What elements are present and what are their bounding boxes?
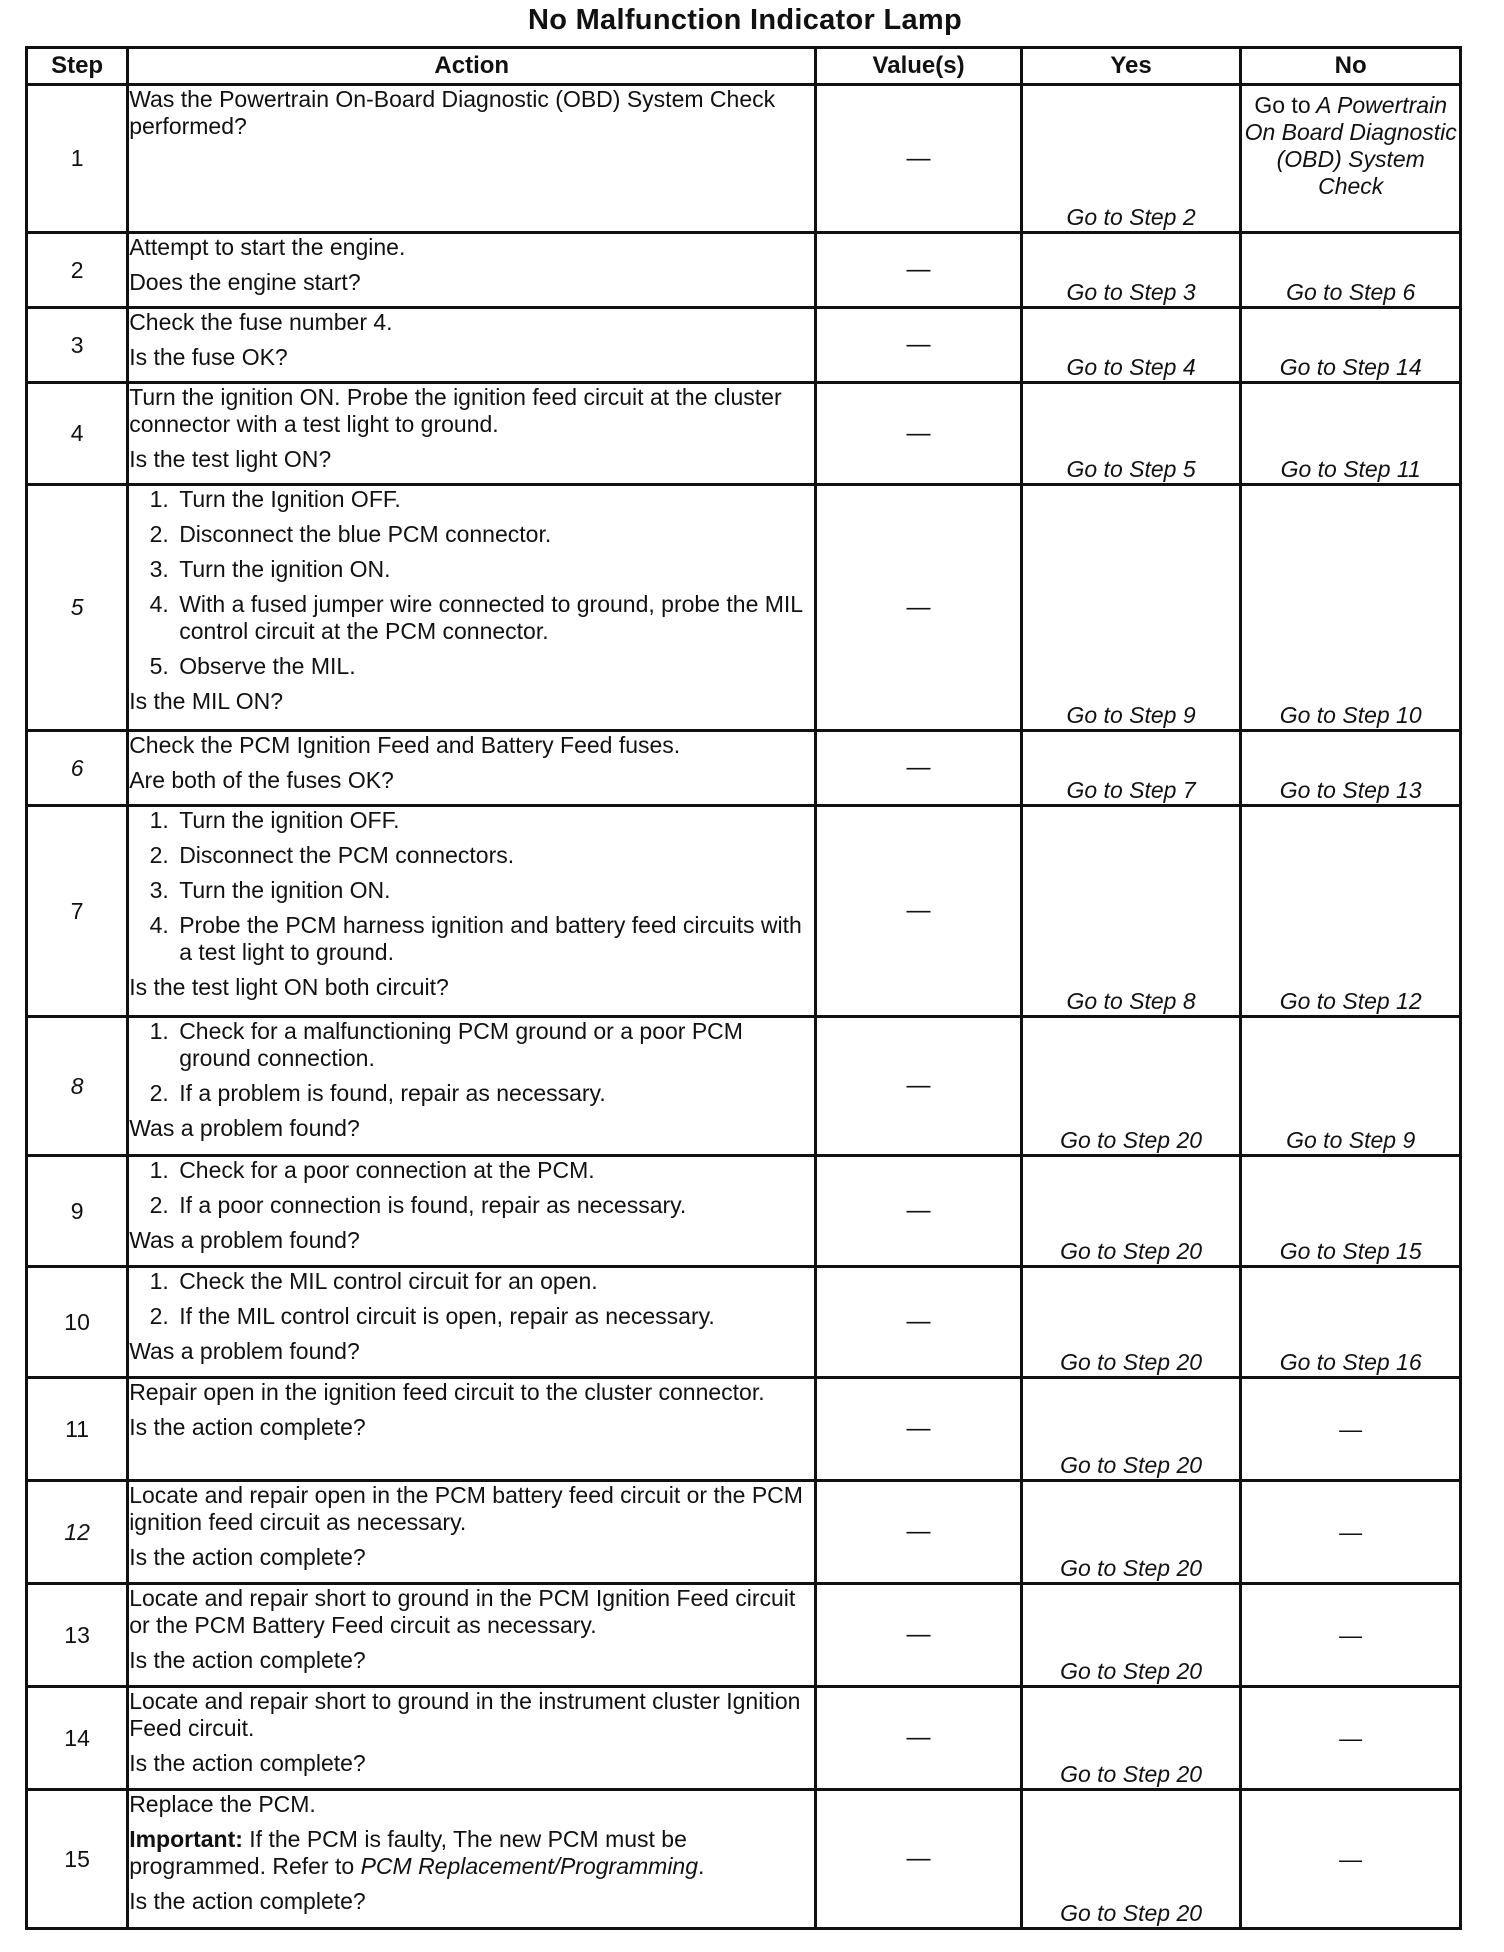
step-number: 2: [27, 233, 128, 308]
action-cell: [128, 85, 816, 233]
action-cell: [128, 1481, 816, 1584]
action-cell: [128, 1687, 816, 1790]
no-cell: Go to Step 13: [1241, 731, 1461, 806]
header-step: Step: [27, 48, 128, 85]
action-question: Is the test light ON?: [129, 446, 332, 472]
action-question: Are both of the fuses OK?: [129, 767, 394, 793]
list-item: 4. With a fused jumper wire connected to ground, probe the MIL control circuit at the PCM connector.: [175, 591, 814, 645]
no-cell: —: [1241, 1481, 1461, 1584]
table-row: [27, 1481, 1461, 1584]
step-number: 8: [27, 1017, 128, 1156]
value-cell: —: [816, 1267, 1021, 1378]
step-number: 6: [27, 731, 128, 806]
header-values: Value(s): [816, 48, 1021, 85]
yes-cell: Go to Step 3: [1021, 233, 1241, 308]
table-row: [27, 308, 1461, 383]
action-cell: [128, 1017, 816, 1156]
action-intro: Locate and repair open in the PCM battery feed circuit or the PCM ignition feed circuit as necessary.: [129, 1482, 803, 1535]
list-item: 1. Turn the ignition OFF.: [175, 807, 814, 834]
yes-cell: Go to Step 20: [1021, 1481, 1241, 1584]
list-item: 2. If a problem is found, repair as necessary.: [175, 1080, 814, 1107]
step-number: 4: [27, 383, 128, 485]
value-cell: —: [816, 806, 1021, 1017]
no-cell: Go to Step 15: [1241, 1156, 1461, 1267]
action-intro: Check the PCM Ignition Feed and Battery Feed fuses.: [129, 732, 681, 758]
step-number: 13: [27, 1584, 128, 1687]
table-row: [27, 1378, 1461, 1481]
no-cell: [1241, 85, 1461, 233]
action-question: Was a problem found?: [129, 1338, 360, 1364]
important-label: Important:: [129, 1826, 243, 1852]
action-question: Is the action complete?: [129, 1544, 366, 1570]
step-number: 9: [27, 1156, 128, 1267]
action-intro: Turn the ignition ON. Probe the ignition feed circuit at the cluster connector with a test light to ground.: [129, 384, 782, 437]
list-item: 1. Check for a poor connection at the PCM.: [175, 1157, 814, 1184]
action-question: Is the MIL ON?: [129, 688, 283, 714]
value-cell: —: [816, 233, 1021, 308]
list-item: 1. Check for a malfunctioning PCM ground or a poor PCM ground connection.: [175, 1018, 814, 1072]
list-item: 4. Probe the PCM harness ignition and battery feed circuits with a test light to ground.: [175, 912, 814, 966]
action-cell: [128, 806, 816, 1017]
table-row: [27, 383, 1461, 485]
value-cell: —: [816, 1687, 1021, 1790]
header-row: [27, 48, 1461, 85]
action-cell: [128, 1584, 816, 1687]
action-steps-list: [129, 486, 814, 680]
no-prefix: Go to: [1254, 92, 1311, 118]
value-cell: —: [816, 383, 1021, 485]
no-cell: Go to Step 11: [1241, 383, 1461, 485]
value-cell: —: [816, 308, 1021, 383]
action-cell: [128, 383, 816, 485]
header-no: No: [1241, 48, 1461, 85]
step-number: 12: [27, 1481, 128, 1584]
value-cell: —: [816, 1017, 1021, 1156]
action-intro: Locate and repair short to ground in the PCM Ignition Feed circuit or the PCM Battery Feed circuit as necessary.: [129, 1585, 796, 1638]
action-steps-list: [129, 1018, 814, 1107]
step-number: 11: [27, 1378, 128, 1481]
value-cell: —: [816, 1156, 1021, 1267]
list-item: 2. Disconnect the PCM connectors.: [175, 842, 814, 869]
step-number: 7: [27, 806, 128, 1017]
action-intro: Check the fuse number 4.: [129, 309, 393, 335]
action-question: Is the test light ON both circuit?: [129, 974, 449, 1000]
important-text: If the PCM is faulty, The new PCM must be programmed. Refer to: [129, 1826, 687, 1879]
table-row: [27, 233, 1461, 308]
yes-cell: Go to Step 7: [1021, 731, 1241, 806]
action-steps-list: [129, 1268, 814, 1330]
table-row: [27, 485, 1461, 731]
yes-cell: Go to Step 20: [1021, 1378, 1241, 1481]
no-cell: —: [1241, 1687, 1461, 1790]
action-question: Was a problem found?: [129, 1115, 360, 1141]
important-end: .: [698, 1853, 705, 1879]
yes-cell: Go to Step 20: [1021, 1267, 1241, 1378]
action-intro: Attempt to start the engine.: [129, 234, 406, 260]
action-cell: [128, 1156, 816, 1267]
action-question: Is the fuse OK?: [129, 344, 288, 370]
action-question: Is the action complete?: [129, 1414, 366, 1440]
action-intro: Replace the PCM.: [129, 1791, 316, 1817]
yes-cell: Go to Step 20: [1021, 1017, 1241, 1156]
action-intro: Repair open in the ignition feed circuit to the cluster connector.: [129, 1379, 765, 1405]
no-cell: Go to Step 6: [1241, 233, 1461, 308]
value-cell: —: [816, 731, 1021, 806]
action-cell: [128, 1378, 816, 1481]
action-cell: [128, 1267, 816, 1378]
diagnostic-table: [25, 46, 1462, 1930]
action-question: Is the action complete?: [129, 1647, 366, 1673]
table-row: [27, 85, 1461, 233]
no-cell: —: [1241, 1584, 1461, 1687]
step-number: 15: [27, 1790, 128, 1929]
action-question: Does the engine start?: [129, 269, 361, 295]
action-cell: [128, 308, 816, 383]
no-cell: Go to Step 14: [1241, 308, 1461, 383]
no-cell: —: [1241, 1790, 1461, 1929]
yes-cell: Go to Step 20: [1021, 1790, 1241, 1929]
table-row: [27, 731, 1461, 806]
action-steps-list: [129, 1157, 814, 1219]
action-question: Is the action complete?: [129, 1888, 366, 1914]
value-cell: —: [816, 1790, 1021, 1929]
no-cell: —: [1241, 1378, 1461, 1481]
step-number: 1: [27, 85, 128, 233]
table-row: [27, 1687, 1461, 1790]
list-item: 1. Check the MIL control circuit for an open.: [175, 1268, 814, 1295]
table-row: [27, 1267, 1461, 1378]
table-row: [27, 1790, 1461, 1929]
yes-cell: Go to Step 2: [1021, 85, 1241, 233]
step-number: 10: [27, 1267, 128, 1378]
action-intro: Locate and repair short to ground in the instrument cluster Ignition Feed circuit.: [129, 1688, 801, 1741]
value-cell: —: [816, 485, 1021, 731]
page-title: No Malfunction Indicator Lamp: [527, 4, 963, 36]
yes-cell: Go to Step 20: [1021, 1687, 1241, 1790]
yes-cell: Go to Step 8: [1021, 806, 1241, 1017]
value-cell: —: [816, 1584, 1021, 1687]
list-item: 3. Turn the ignition ON.: [175, 556, 814, 583]
action-question: Was the Powertrain On-Board Diagnostic (OBD) System Check performed?: [129, 86, 776, 139]
header-action: Action: [128, 48, 816, 85]
table-row: [27, 1017, 1461, 1156]
list-item: 2. If the MIL control circuit is open, repair as necessary.: [175, 1303, 814, 1330]
no-cell: Go to Step 9: [1241, 1017, 1461, 1156]
action-cell: [128, 1790, 816, 1929]
action-cell: [128, 731, 816, 806]
step-number: 3: [27, 308, 128, 383]
no-cell: Go to Step 10: [1241, 485, 1461, 731]
no-cell: Go to Step 16: [1241, 1267, 1461, 1378]
list-item: 5. Observe the MIL.: [175, 653, 814, 680]
yes-cell: Go to Step 5: [1021, 383, 1241, 485]
value-cell: —: [816, 85, 1021, 233]
action-question: Is the action complete?: [129, 1750, 366, 1776]
action-cell: [128, 485, 816, 731]
action-steps-list: [129, 807, 814, 966]
value-cell: —: [816, 1481, 1021, 1584]
action-question: Was a problem found?: [129, 1227, 360, 1253]
table-row: [27, 806, 1461, 1017]
list-item: 2. Disconnect the blue PCM connector.: [175, 521, 814, 548]
yes-cell: Go to Step 4: [1021, 308, 1241, 383]
yes-cell: Go to Step 20: [1021, 1156, 1241, 1267]
important-note: [129, 1826, 814, 1880]
action-cell: [128, 233, 816, 308]
step-number: 14: [27, 1687, 128, 1790]
yes-cell: Go to Step 20: [1021, 1584, 1241, 1687]
table-row: [27, 1156, 1461, 1267]
value-cell: —: [816, 1378, 1021, 1481]
list-item: 3. Turn the ignition ON.: [175, 877, 814, 904]
list-item: 2. If a poor connection is found, repair as necessary.: [175, 1192, 814, 1219]
header-yes: Yes: [1021, 48, 1241, 85]
yes-cell: Go to Step 9: [1021, 485, 1241, 731]
no-cell: Go to Step 12: [1241, 806, 1461, 1017]
no-reference: A Powertrain On Board Diagnostic (OBD) System Check: [1244, 92, 1457, 199]
table-row: [27, 1584, 1461, 1687]
step-number: 5: [27, 485, 128, 731]
important-reference: PCM Replacement/Programming: [360, 1853, 699, 1879]
list-item: 1. Turn the Ignition OFF.: [175, 486, 814, 513]
